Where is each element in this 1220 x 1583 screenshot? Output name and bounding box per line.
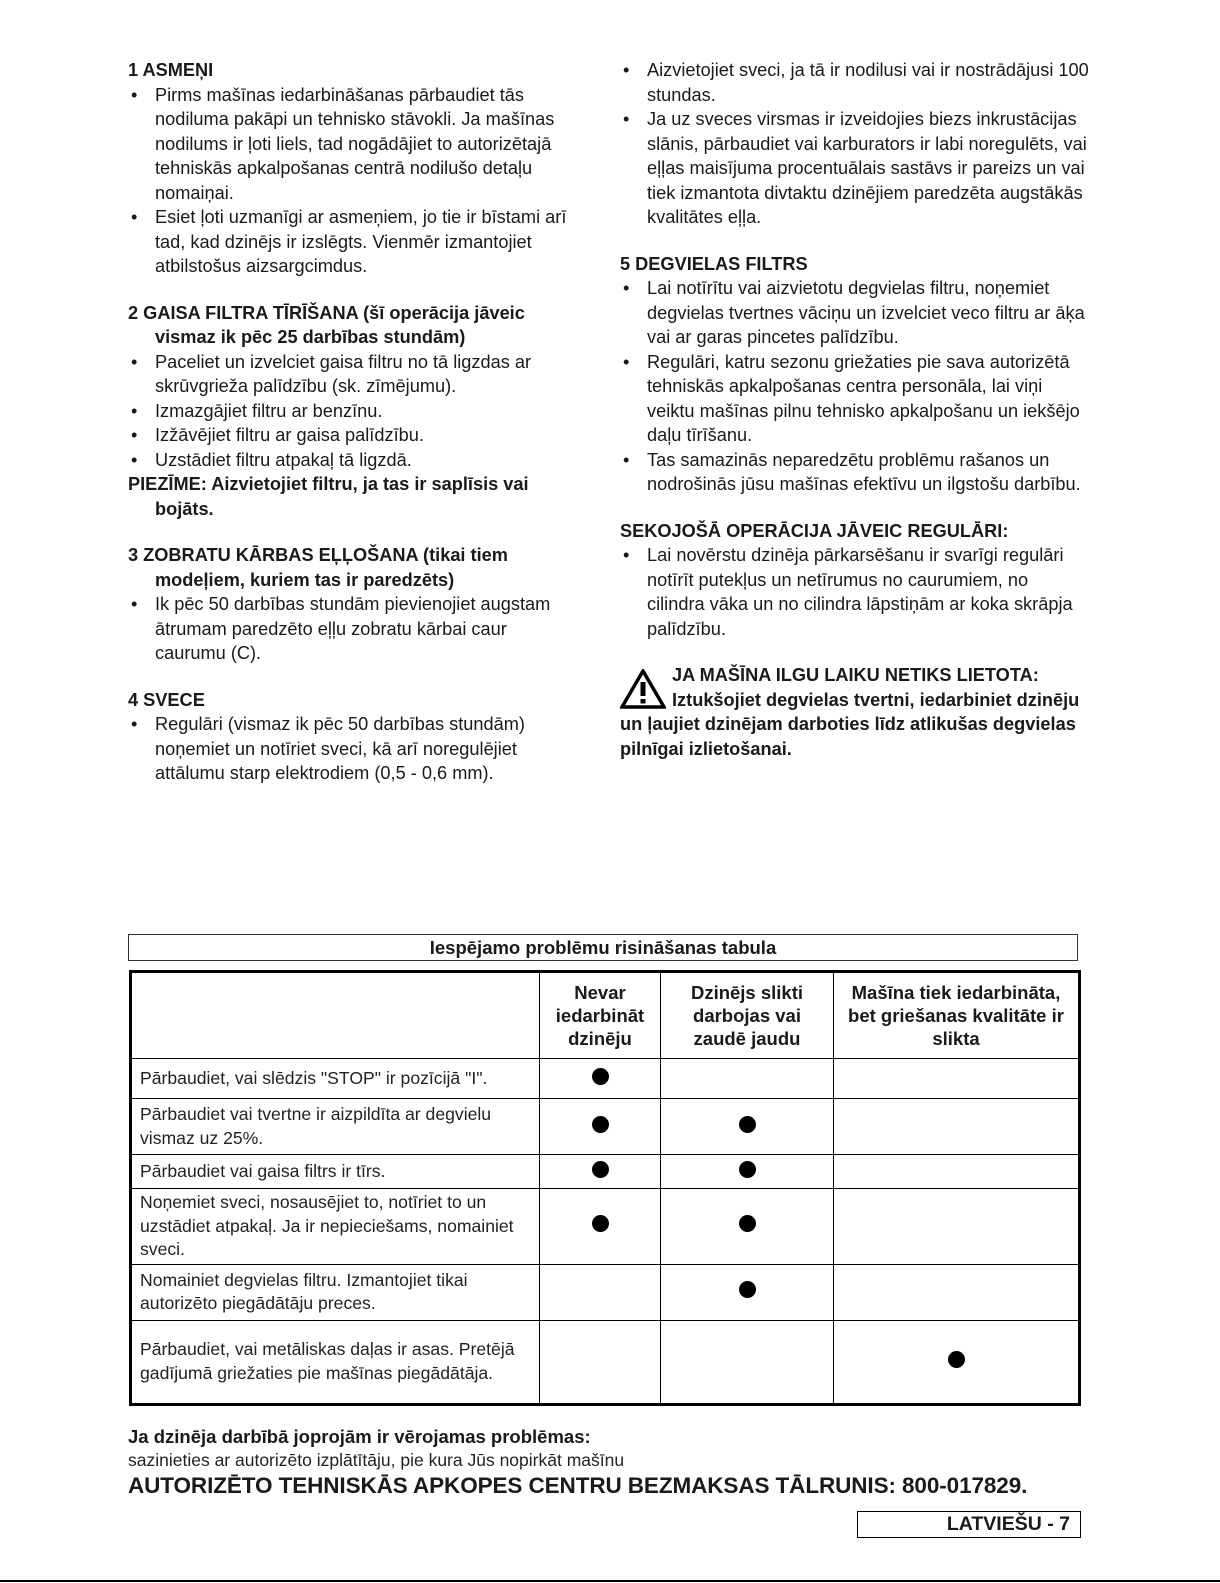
right-column: [620, 58, 1090, 761]
bullet-item: • Paceliet un izvelciet gaisa filtru no tā ligzdas ar skrūvgrieža palīdzību (sk. zīmējumu).: [128, 350, 578, 399]
bullet-item: • Izžāvējiet filtru ar gaisa palīdzību.: [128, 423, 578, 448]
filled-circle-icon: [592, 1215, 609, 1232]
storage-warning: [620, 663, 1090, 761]
table-row: [131, 1264, 1080, 1320]
warning-triangle-icon: [620, 669, 666, 709]
section-regular-operation: [620, 519, 1090, 642]
table-header-row: [131, 972, 1080, 1059]
bullet-icon: •: [131, 207, 138, 227]
bullet-item: • Regulāri, katru sezonu griežaties pie sava autorizētā tehniskās apkalpošanas centra personāla, lai viņi veiktu mašīnas pilnu tehnisko apkalpošanu un iekšējo daļu tīrīšanu.: [620, 350, 1090, 448]
section-title: 5 DEGVIELAS FILTRS: [620, 253, 808, 274]
left-column: [128, 58, 578, 808]
check-description: Pārbaudiet, vai metāliskas daļas ir asas. Pretējā gadījumā griežaties pie mašīnas piegādātāja.: [131, 1320, 540, 1404]
bullet-icon: •: [131, 594, 138, 614]
bullet-item: • Izmazgājiet filtru ar benzīnu.: [128, 399, 578, 424]
symptom-cell: [661, 1320, 834, 1404]
table-row: [131, 1099, 1080, 1155]
filled-circle-icon: [948, 1351, 965, 1368]
filled-circle-icon: [739, 1215, 756, 1232]
table-row: [131, 1155, 1080, 1189]
footer-contact-text: sazinieties ar autorizēto izplātītāju, pie kura Jūs nopirkāt mašīnu: [128, 1450, 625, 1470]
section-air-filter: [128, 301, 578, 522]
table-row: [131, 1059, 1080, 1099]
bullet-item: • Tas samazinās neparedzētu problēmu rašanos un nodrošinās jūsu mašīnas efektīvu un ilgstošu darbību.: [620, 448, 1090, 497]
symptom-cell: [540, 1320, 661, 1404]
bullet-icon: •: [623, 545, 630, 565]
symptom-cell: [661, 1059, 834, 1099]
symptom-cell: [834, 1320, 1080, 1404]
page-label: LATVIEŠU - 7: [857, 1511, 1081, 1538]
filled-circle-icon: [592, 1068, 609, 1085]
troubleshooting-table-title: Iespējamo problēmu risināšanas tabula: [128, 934, 1078, 961]
symptom-cell: [661, 1189, 834, 1265]
symptom-cell: [540, 1264, 661, 1320]
table-row: [131, 1320, 1080, 1404]
section-fuel-filter: [620, 252, 1090, 497]
section-blades: [128, 58, 578, 279]
bullet-item: • Pirms mašīnas iedarbināšanas pārbaudiet tās nodiluma pakāpi un tehnisko stāvokli. Ja mašīnas nodilums ir ļoti liels, tad nogādājiet to autorizētajā tehniskās apkalpošanas centrā nodilušo detaļu nomaiņai.: [128, 83, 578, 206]
symptom-cell: [834, 1155, 1080, 1189]
section-title: SEKOJOŠĀ OPERĀCIJA JĀVEIC REGULĀRI:: [620, 520, 1009, 541]
column-header-poor-cutting: Mašīna tiek iedarbināta, bet griešanas kvalitāte ir slikta: [834, 972, 1080, 1059]
check-description: Pārbaudiet, vai slēdzis "STOP" ir pozīcijā "I".: [131, 1059, 540, 1099]
check-description: Noņemiet sveci, nosausējiet to, notīriet to un uzstādiet atpakaļ. Ja ir nepieciešams, nomainiet sveci.: [131, 1189, 540, 1265]
bullet-icon: •: [131, 351, 138, 372]
bullet-item: • Regulāri (vismaz ik pēc 50 darbības stundām) noņemiet un notīriet sveci, kā arī noregulējiet attālumu starp elektrodiem (0,5 - 0,6 mm).: [128, 712, 578, 786]
symptom-cell: [834, 1189, 1080, 1265]
section-title: 1 ASMEŅI: [128, 60, 214, 80]
bullet-item: • Ja uz sveces virsmas ir izveidojies biezs inkrustācijas slānis, pārbaudiet vai karburators ir labi noregulēts, vai eļļas maisījuma procentuālais sastāvs ir pareizs un vai tiek izmantota divtaktu dzinējiem paredzēta augstākās kvalitātes eļļa.: [620, 107, 1090, 230]
section-gearbox-lubrication: [128, 543, 578, 666]
bullet-icon: •: [131, 425, 138, 445]
symptom-cell: [834, 1099, 1080, 1155]
check-description: Pārbaudiet vai gaisa filtrs ir tīrs.: [131, 1155, 540, 1189]
section-title: 3 ZOBRATU KĀRBAS EĻĻOŠANA (tikai tiem modeļiem, kuriem tas ir paredzēts): [128, 545, 508, 590]
symptom-cell: [661, 1155, 834, 1189]
symptom-cell: [540, 1189, 661, 1265]
check-description: Nomainiet degvielas filtru. Izmantojiet tikai autorizēto piegādātāju preces.: [131, 1264, 540, 1320]
symptom-cell: [834, 1264, 1080, 1320]
check-description: Pārbaudiet vai tvertne ir aizpildīta ar degvielu vismaz uz 25%.: [131, 1099, 540, 1155]
filled-circle-icon: [739, 1116, 756, 1133]
bullet-item: • Aizvietojiet sveci, ja tā ir nodilusi vai ir nostrādājusi 100 stundas.: [620, 58, 1090, 107]
symptom-cell: [834, 1059, 1080, 1099]
bullet-item: • Lai novērstu dzinēja pārkarsēšanu ir svarīgi regulāri notīrīt putekļus un netīrumus no caurumiem, no cilindra vāka un no cilindra lāpstiņām ar koka skrāpja palīdzību.: [620, 543, 1090, 641]
filled-circle-icon: [592, 1161, 609, 1178]
bullet-icon: •: [131, 84, 138, 105]
filled-circle-icon: [739, 1161, 756, 1178]
symptom-cell: [661, 1264, 834, 1320]
column-header-runs-poorly: Dzinējs slikti darbojas vai zaudē jaudu: [661, 972, 834, 1059]
section-title: 4 SVECE: [128, 689, 205, 710]
bullet-icon: •: [623, 449, 630, 470]
bullet-item: • Esiet ļoti uzmanīgi ar asmeņiem, jo tie ir bīstami arī tad, kad dzinējs ir izslēgts. Vienmēr izmantojiet atbilstošus aizsargcimdus.: [128, 205, 578, 279]
footer: [128, 1425, 1088, 1501]
footer-service-phone: AUTORIZĒTO TEHNISKĀS APKOPES CENTRU BEZMAKSAS TĀLRUNIS: 800-017829.: [128, 1473, 1028, 1498]
section-title: 2 GAISA FILTRA TĪRĪŠANA (šī operācija jāveic vismaz ik pēc 25 darbības stundām): [128, 302, 525, 347]
bullet-icon: •: [623, 278, 630, 298]
symptom-cell: [540, 1155, 661, 1189]
bullet-icon: •: [623, 60, 630, 80]
column-header-cannot-start: Nevar iedarbināt dzinēju: [540, 972, 661, 1059]
filled-circle-icon: [592, 1116, 609, 1133]
symptom-cell: [540, 1059, 661, 1099]
column-header-empty: [131, 972, 540, 1059]
footer-problem-heading: Ja dzinēja darbībā joprojām ir vērojamas problēmas:: [128, 1426, 591, 1447]
symptom-cell: [661, 1099, 834, 1155]
troubleshooting-table: [129, 970, 1081, 1406]
bullet-item: • Uzstādiet filtru atpakaļ tā ligzdā.: [128, 448, 578, 473]
note-text: PIEZĪME: Aizvietojiet filtru, ja tas ir saplīsis vai bojāts.: [128, 474, 529, 519]
section-spark-plug-continued: [620, 58, 1090, 230]
bullet-icon: •: [623, 109, 630, 129]
warning-text: JA MAŠĪNA ILGU LAIKU NETIKS LIETOTA: Iztukšojiet degvielas tvertni, iedarbiniet dzinēju un ļaujiet dzinējam darboties līdz atlikušas degvielas pilnīgai izlietošanai.: [620, 665, 1080, 759]
bullet-icon: •: [131, 714, 138, 734]
bullet-icon: •: [131, 449, 138, 470]
bottom-divider: [0, 1580, 1220, 1582]
section-spark-plug: [128, 688, 578, 786]
filled-circle-icon: [739, 1281, 756, 1298]
bullet-icon: •: [131, 400, 138, 421]
bullet-item: • Ik pēc 50 darbības stundām pievienojiet augstam ātrumam paredzēto eļļu zobratu kārbai caur caurumu (C).: [128, 592, 578, 666]
bullet-icon: •: [623, 351, 630, 372]
bullet-item: • Lai notīrītu vai aizvietotu degvielas filtru, noņemiet degvielas tvertnes vāciņu un izvelciet veco filtru ar āķa vai ar garas pincetes palīdzību.: [620, 276, 1090, 350]
symptom-cell: [540, 1099, 661, 1155]
table-row: [131, 1189, 1080, 1265]
